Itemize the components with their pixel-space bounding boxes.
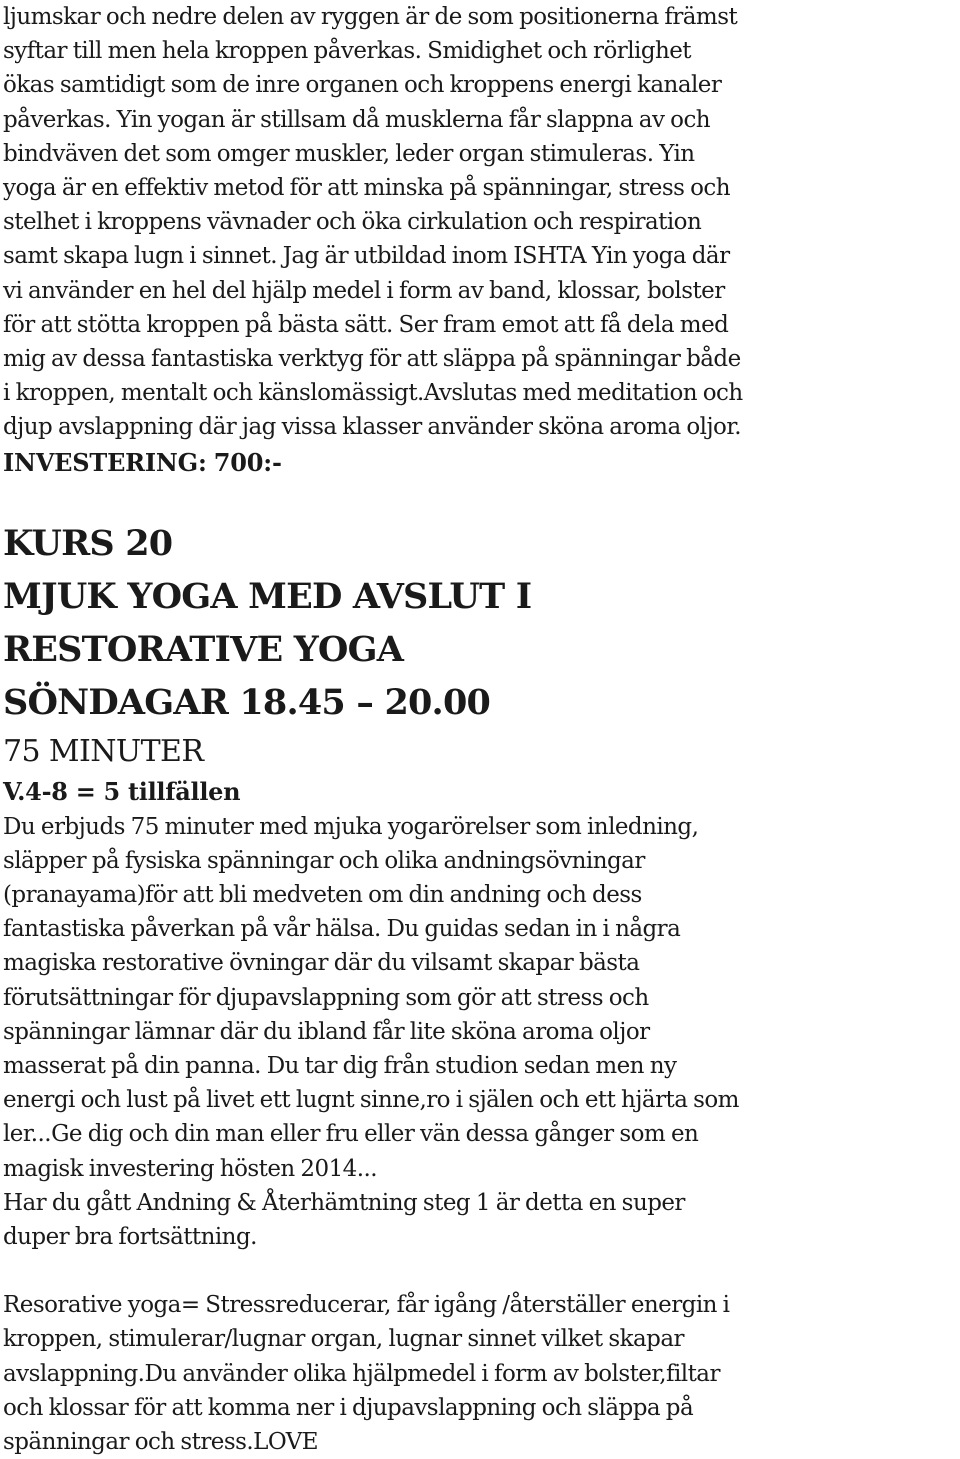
intro-line: stelhet i kroppens vävnader och öka cirkulation och respiration	[3, 209, 702, 236]
restorative-line: avslappning.Du använder olika hjälpmedel i form av bolster,filtar	[3, 1360, 720, 1387]
course-weeks: V.4-8 = 5 tillfällen	[3, 776, 241, 806]
intro-line: syftar till men hela kroppen påverkas. Smidighet och rörlighet	[3, 38, 692, 65]
intro-line: i kroppen, mentalt och känslomässigt.Avslutas med meditation och	[3, 380, 743, 407]
spacer	[3, 481, 957, 517]
course-number: KURS 20	[3, 522, 173, 564]
description-line: Du erbjuds 75 minuter med mjuka yogarörelser som inledning,	[3, 813, 699, 840]
intro-line: vi använder en hel del hjälp medel i form av band, klossar, bolster	[3, 277, 725, 304]
course-duration: 75 MINUTER	[3, 733, 204, 769]
description-line: Har du gått Andning & Återhämtning steg 1 är detta en super	[3, 1189, 685, 1216]
intro-line: bindväven det som omger muskler, leder organ stimuleras. Yin	[3, 140, 695, 167]
description-line: magisk investering hösten 2014...	[3, 1155, 378, 1182]
description-line: fantastiska påverkan på vår hälsa. Du guidas sedan in i några	[3, 916, 681, 943]
intro-line: för att stötta kroppen på bästa sätt. Ser fram emot att få dela med	[3, 311, 729, 338]
description-line: förutsättningar för djupavslappning som gör att stress och	[3, 984, 649, 1011]
course-schedule: SÖNDAGAR 18.45 – 20.00	[3, 681, 491, 723]
description-line: masserat på din panna. Du tar dig från studion sedan men ny	[3, 1053, 677, 1080]
intro-line: djup avslappning där jag vissa klasser använder sköna aroma oljor.	[3, 414, 742, 441]
intro-line: ökas samtidigt som de inre organen och kroppens energi kanaler	[3, 72, 722, 99]
description-line: släpper på fysiska spänningar och olika andningsövningar	[3, 847, 645, 874]
document-page	[3, 0, 957, 1459]
description-line: (pranayama)för att bli medveten om din andning och dess	[3, 882, 642, 909]
restorative-line: och klossar för att komma ner i djupavslappning och släppa på	[3, 1394, 694, 1421]
spacer	[3, 1254, 957, 1288]
restorative-line: spänningar och stress.LOVE	[3, 1429, 319, 1456]
investment-price: INVESTERING: 700:-	[3, 447, 282, 477]
restorative-line: Resorative yoga= Stressreducerar, får igång /återställer energin i	[3, 1292, 730, 1319]
description-line: spänningar lämnar där du ibland får lite sköna aroma oljor	[3, 1018, 650, 1045]
intro-line: samt skapa lugn i sinnet. Jag är utbildad inom ISHTA Yin yoga där	[3, 243, 730, 270]
description-line: energi och lust på livet ett lugnt sinne,ro i själen och ett hjärta som	[3, 1087, 739, 1114]
intro-line: mig av dessa fantastiska verktyg för att släppa på spänningar både	[3, 346, 741, 373]
intro-line: yoga är en effektiv metod för att minska på spänningar, stress och	[3, 175, 731, 202]
description-line: duper bra fortsättning.	[3, 1224, 257, 1251]
course-title-line-1: MJUK YOGA MED AVSLUT I	[3, 575, 532, 617]
intro-line: ljumskar och nedre delen av ryggen är de som positionerna främst	[3, 4, 738, 30]
description-line: ler...Ge dig och din man eller fru eller vän dessa gånger som en	[3, 1121, 699, 1148]
intro-paragraph	[3, 0, 957, 445]
restorative-line: kroppen, stimulerar/lugnar organ, lugnar sinnet vilket skapar	[3, 1326, 684, 1353]
description-paragraph	[3, 810, 957, 1255]
restorative-paragraph	[3, 1288, 957, 1459]
course-header	[3, 517, 957, 810]
intro-line: påverkas. Yin yogan är stillsam då musklerna får slappna av och	[3, 106, 711, 133]
description-line: magiska restorative övningar där du vilsamt skapar bästa	[3, 950, 640, 977]
course-title-line-2: RESTORATIVE YOGA	[3, 628, 404, 670]
